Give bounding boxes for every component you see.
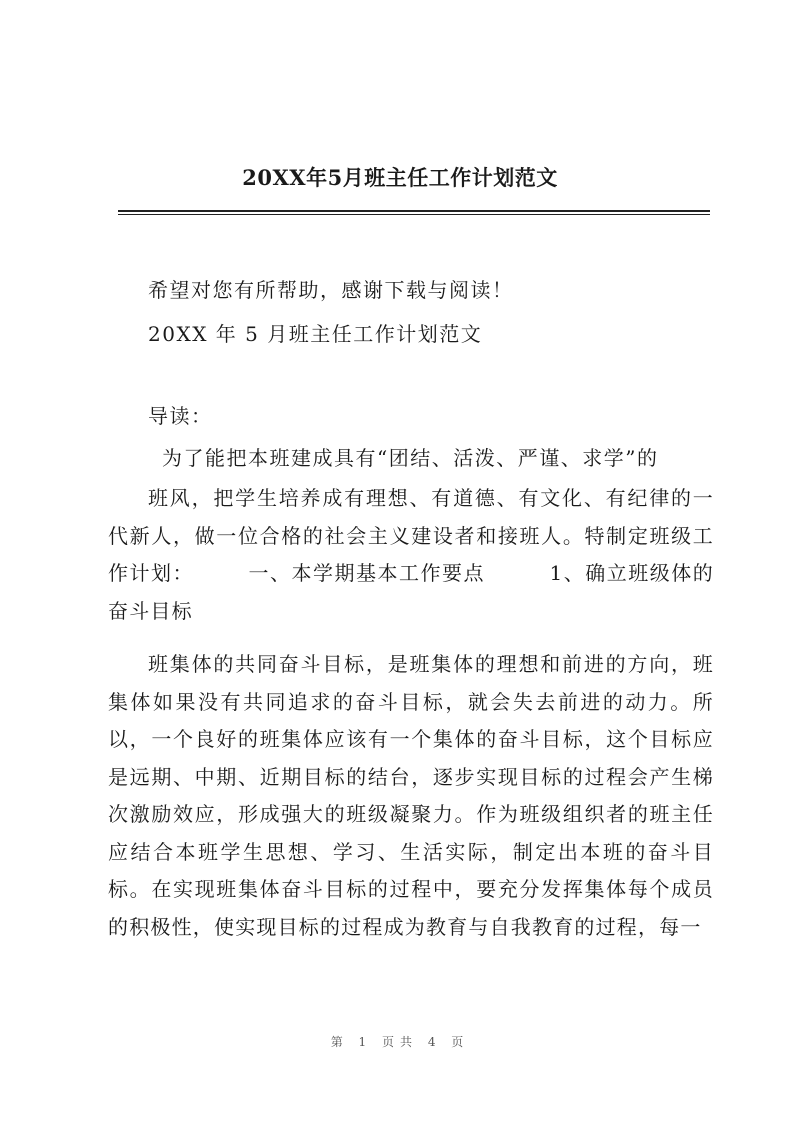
document-title: 20XX年5月班主任工作计划范文	[242, 165, 558, 190]
title-underline	[118, 210, 710, 212]
page-footer: 第 1 页共 4 页	[330, 1035, 470, 1049]
subtitle-line: 20XX 年 5 月班主任工作计划范文	[148, 322, 483, 346]
paragraph-1-body: 班风，把学生培养成有理想、有道德、有文化、有纪律的一代新人，做一位合格的社会主义建设者和接班人。特制定班级工作计划： 一、本学期基本工作要点 1、确立班级体的奋斗目标	[108, 486, 714, 623]
paragraph-1-first-line: 为了能把本班建成具有“团结、活泼、严谨、求学”的	[162, 446, 659, 470]
paragraph-2-body: 班集体的共同奋斗目标，是班集体的理想和前进的方向，班集体如果没有共同追求的奋斗目标，就会失去前进的动力。所以，一个良好的班集体应该有一个集体的奋斗目标，这个目标应是远期、中期、近期目标的结台，逐步实现目标的过程会产生梯次激励效应，形成强大的班级凝聚力。作为班级组织者的班主任应结合本班学生思想、学习、生活实际，制定出本班的奋斗目标。在实现班集体奋斗目标的过程中，要充分发挥集体每个成员的积极性，使实现目标的过程成为教育与自我教育的过程，每一	[108, 652, 714, 939]
title-underline-thin	[118, 214, 710, 215]
greeting-line: 希望对您有所帮助，感谢下载与阅读！	[148, 278, 514, 302]
intro-label: 导读：	[148, 404, 213, 428]
